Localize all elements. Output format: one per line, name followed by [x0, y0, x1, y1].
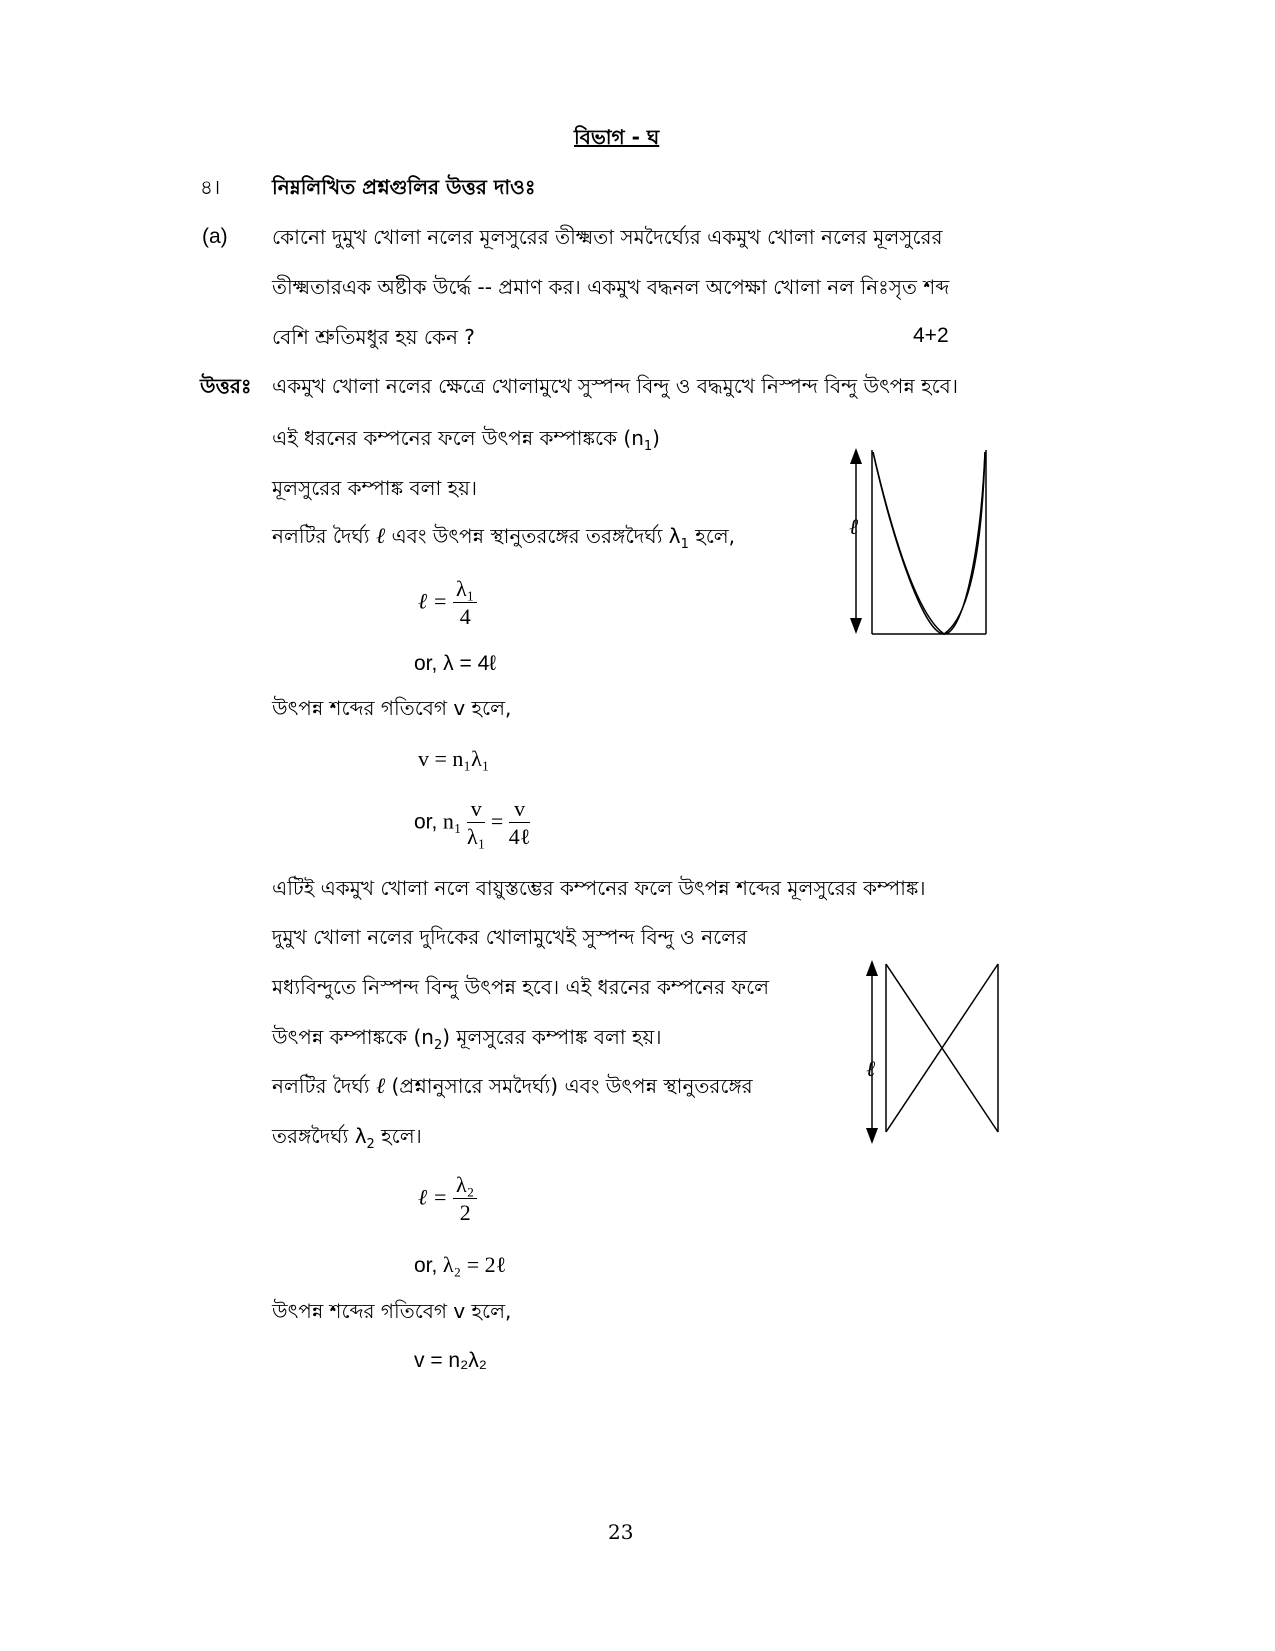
- equation-5: ℓ = $\frac{\text{λ₂}}{2}$: [418, 1172, 477, 1227]
- section-title: বিভাগ - ঘ: [574, 125, 660, 149]
- answer-line-12: উৎপন্ন শব্দের গতিবেগ v হলে,: [272, 1299, 512, 1323]
- answer-line-2: এই ধরনের কম্পনের ফলে উৎপন্ন কম্পাঙ্ককে $(n_1)$: [272, 426, 660, 454]
- answer-line-4: নলটির দৈর্ঘ্য ℓ এবং উৎপন্ন স্থানুতরঙ্গের তরঙ্গদৈর্ঘ্য $\lambda_1$ হলে,: [272, 523, 736, 552]
- equation-6: or, λ₂ = 2ℓ: [414, 1252, 507, 1277]
- question-number: ৪।: [200, 175, 221, 199]
- equation-1: ℓ = $\frac{\text{λ₁}}{4}$: [418, 576, 477, 631]
- question-line-3: বেশি শ্রুতিমধুর হয় কেন ?: [272, 325, 475, 349]
- answer-line-8: মধ্যবিন্দুতে নিস্পন্দ বিন্দু উৎপন্ন হবে। এই ধরনের কম্পনের ফলে: [272, 975, 770, 999]
- closed-pipe-figure: [840, 440, 1000, 640]
- part-label: (a): [202, 225, 228, 248]
- question-heading: নিম্নলিখিত প্রশ্নগুলির উত্তর দাওঃ: [272, 175, 536, 199]
- answer-line-1: একমুখ খোলা নলের ক্ষেত্রে খোলামুখে সুস্পন্দ বিন্দু ও বদ্ধমুখে নিস্পন্দ বিন্দু উৎপন্ন হবে।: [272, 374, 958, 398]
- figure-1-length-label: ℓ: [849, 514, 859, 539]
- answer-line-10: নলটির দৈর্ঘ্য ℓ (প্রশ্নানুসারে সমদৈর্ঘ্য) এবং উৎপন্ন স্থানুতরঙ্গের: [272, 1073, 753, 1098]
- figure-2-length-label: ℓ: [866, 1056, 876, 1081]
- page-number: 23: [608, 1520, 634, 1544]
- equation-7: v = n₂λ₂: [414, 1349, 487, 1372]
- question-line-2: তীক্ষ্মতারএক অষ্টীক উর্দ্ধে -- প্রমাণ কর। একমুখ বদ্ধনল অপেক্ষা খোলা নল নিঃসৃত শব্দ: [272, 275, 950, 299]
- answer-label: উত্তরঃ: [200, 374, 252, 398]
- equation-2: or, λ = 4ℓ: [414, 652, 497, 675]
- answer-line-11: তরঙ্গদৈর্ঘ্য $\lambda_2$ হলে।: [272, 1124, 422, 1152]
- equation-4: or, n₁ $\frac{v}{\text{λ₁}}$ = $\frac{v}{\text{4ℓ}}$: [414, 796, 531, 849]
- marks: 4+2: [913, 324, 949, 347]
- answer-line-5: উৎপন্ন শব্দের গতিবেগ v হলে,: [272, 696, 512, 720]
- answer-line-3: মূলসুরের কম্পাঙ্ক বলা হয়।: [272, 476, 478, 500]
- answer-line-9: উৎপন্ন কম্পাঙ্ককে $(n_2)$ মূলসুরের কম্পাঙ্ক বলা হয়।: [272, 1025, 662, 1053]
- question-line-1: কোনো দুমুখ খোলা নলের মূলসুরের তীক্ষ্মতা সমদৈর্ঘ্যের একমুখ খোলা নলের মূলসুরের: [272, 225, 943, 249]
- answer-line-6: এটিই একমুখ খোলা নলে বায়ুস্তম্ভের কম্পনের ফলে উৎপন্ন শব্দের মূলসুরের কম্পাঙ্ক।: [272, 876, 926, 900]
- equation-3: v = n₁λ₁: [418, 746, 490, 771]
- open-pipe-figure: [858, 956, 1008, 1148]
- answer-line-7: দুমুখ খোলা নলের দুদিকের খোলামুখেই সুস্পন্দ বিন্দু ও নলের: [272, 925, 748, 949]
